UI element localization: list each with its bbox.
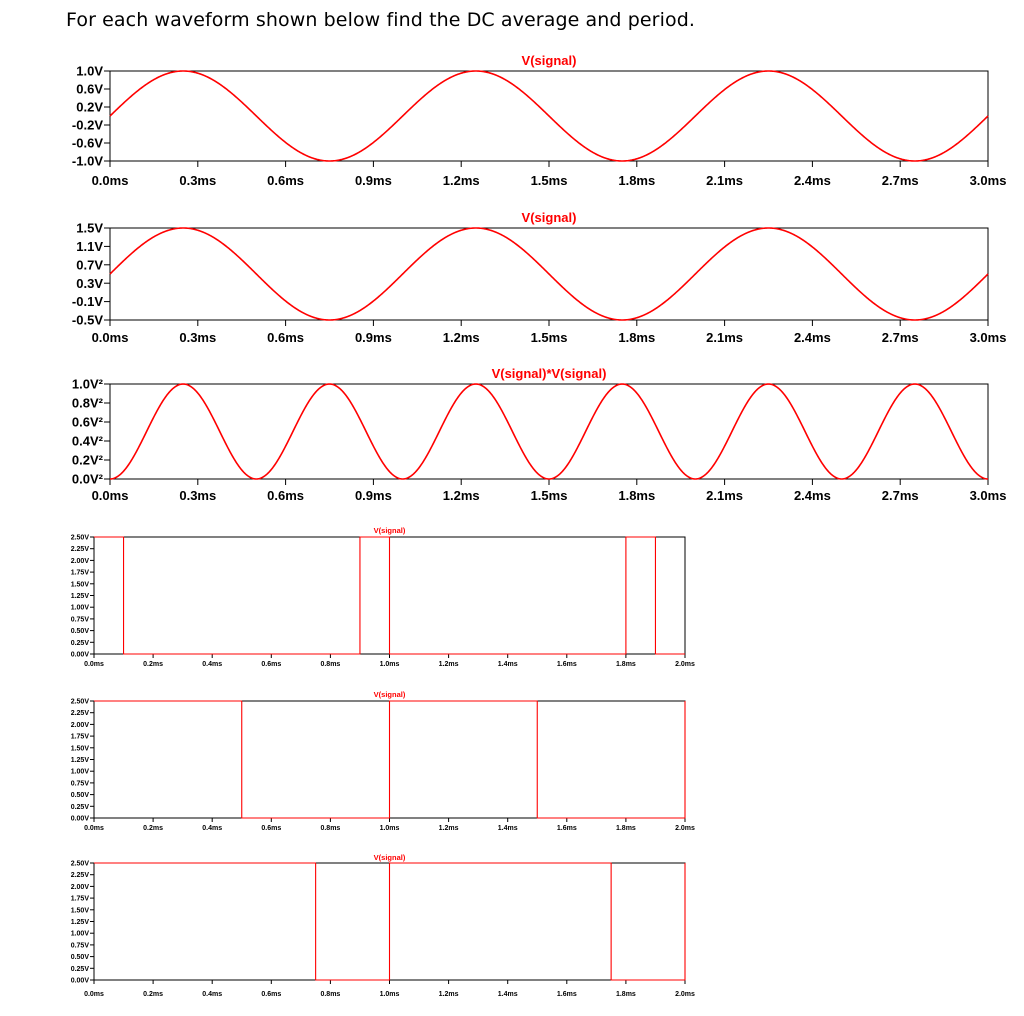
x-tick-label: 0.2ms [143, 661, 164, 668]
x-tick-label: 2.4ms [793, 488, 831, 503]
x-tick-label: 1.0ms [379, 991, 400, 998]
x-tick-label: 0.4ms [202, 661, 223, 668]
x-tick-label: 1.8ms [615, 825, 636, 832]
y-tick-label: 1.25V [70, 592, 89, 600]
y-tick-label: 1.00V [70, 604, 89, 612]
y-tick-label: 1.1V [76, 238, 103, 254]
x-tick-label: 0.8ms [320, 825, 341, 832]
x-tick-label: 3.0ms [969, 173, 1007, 188]
chart-3 [72, 366, 1007, 503]
series-trace [110, 228, 988, 320]
chart-5 [71, 690, 695, 832]
x-tick-label: 0.0ms [84, 991, 104, 998]
x-tick-label: 0.3ms [179, 488, 217, 503]
x-tick-label: 0.0ms [91, 330, 129, 345]
x-tick-label: 1.4ms [497, 661, 518, 668]
y-tick-label: 1.00V [70, 768, 89, 776]
x-tick-label: 0.3ms [179, 173, 217, 188]
x-tick-label: 0.6ms [267, 488, 305, 503]
y-tick-label: 2.50V [70, 860, 89, 868]
x-tick-label: 1.8ms [618, 173, 656, 188]
y-tick-label: -0.2V [71, 117, 103, 133]
x-tick-label: 2.4ms [793, 173, 831, 188]
y-tick-label: 1.50V [70, 581, 89, 589]
y-tick-label: 0.25V [70, 803, 89, 811]
y-tick-label: 1.5V [76, 220, 103, 236]
y-tick-label: 0.50V [70, 954, 89, 962]
y-tick-label: 0.2V [76, 99, 103, 115]
chart-title: V(signal) [373, 853, 406, 862]
chart-title: V(signal) [521, 53, 577, 68]
x-tick-label: 1.2ms [438, 661, 459, 668]
x-tick-label: 1.2ms [438, 991, 459, 998]
x-tick-label: 0.6ms [261, 661, 282, 668]
y-tick-label: 1.75V [70, 733, 89, 741]
x-tick-label: 0.8ms [320, 991, 341, 998]
x-tick-label: 2.1ms [706, 173, 744, 188]
x-tick-label: 1.6ms [556, 825, 577, 832]
x-tick-label: 0.0ms [84, 825, 104, 832]
x-tick-label: 1.2ms [438, 825, 459, 832]
y-tick-label: 0.00V [70, 815, 89, 823]
chart-title: V(signal) [373, 526, 406, 535]
x-tick-label: 0.8ms [320, 661, 341, 668]
x-tick-label: 0.9ms [354, 173, 392, 188]
x-tick-label: 0.2ms [143, 991, 164, 998]
x-tick-label: 1.2ms [442, 173, 480, 188]
chart-title: V(signal) [521, 210, 577, 225]
x-tick-label: 1.4ms [497, 991, 518, 998]
y-tick-label: 2.00V [70, 557, 89, 565]
y-tick-label: 1.50V [70, 745, 89, 753]
y-tick-label: 2.00V [70, 721, 89, 729]
y-tick-label: 1.0V² [71, 376, 103, 392]
y-tick-label: 0.2V² [71, 452, 103, 468]
y-tick-label: 1.00V [70, 930, 89, 938]
chart-4 [71, 526, 695, 668]
y-tick-label: 2.50V [70, 698, 89, 706]
x-tick-label: 0.0ms [91, 488, 129, 503]
plot-frame [110, 384, 988, 479]
x-tick-label: 1.6ms [556, 991, 577, 998]
x-tick-label: 0.6ms [267, 330, 305, 345]
x-tick-label: 2.7ms [881, 330, 919, 345]
y-tick-label: 0.75V [70, 942, 89, 950]
y-tick-label: 1.50V [70, 907, 89, 915]
x-tick-label: 3.0ms [969, 488, 1007, 503]
x-tick-label: 2.1ms [706, 330, 744, 345]
series-trace [94, 863, 685, 980]
x-tick-label: 1.0ms [379, 825, 400, 832]
y-tick-label: -0.5V [71, 312, 103, 328]
x-tick-label: 0.6ms [261, 991, 282, 998]
y-tick-label: 1.75V [70, 569, 89, 577]
y-tick-label: 1.75V [70, 895, 89, 903]
y-tick-label: 2.25V [70, 710, 89, 718]
y-tick-label: 0.25V [70, 965, 89, 973]
y-tick-label: 1.25V [70, 918, 89, 926]
series-trace [94, 537, 685, 654]
x-tick-label: 1.5ms [530, 173, 568, 188]
x-tick-label: 1.4ms [497, 825, 518, 832]
y-tick-label: 0.75V [70, 616, 89, 624]
x-tick-label: 0.2ms [143, 825, 164, 832]
question-text: For each waveform shown below find the DC average and period. [66, 9, 695, 31]
y-tick-label: -0.1V [71, 294, 103, 310]
x-tick-label: 1.5ms [530, 488, 568, 503]
x-tick-label: 0.0ms [91, 173, 129, 188]
x-tick-label: 3.0ms [969, 330, 1007, 345]
y-tick-label: 2.25V [70, 872, 89, 880]
series-trace [94, 701, 685, 818]
x-tick-label: 1.8ms [615, 991, 636, 998]
x-tick-label: 1.2ms [442, 488, 480, 503]
x-tick-label: 1.8ms [618, 488, 656, 503]
x-tick-label: 2.0ms [675, 825, 695, 832]
chart-2 [72, 210, 1007, 345]
y-tick-label: 2.25V [70, 546, 89, 554]
x-tick-label: 0.9ms [354, 330, 392, 345]
x-tick-label: 0.0ms [84, 661, 104, 668]
y-tick-label: 2.00V [70, 883, 89, 891]
x-tick-label: 1.6ms [556, 661, 577, 668]
y-tick-label: 1.25V [70, 756, 89, 764]
x-tick-label: 0.6ms [267, 173, 305, 188]
series-trace [110, 71, 988, 161]
chart-6 [71, 853, 695, 998]
x-tick-label: 2.1ms [706, 488, 744, 503]
x-tick-label: 1.0ms [379, 661, 400, 668]
y-tick-label: 0.6V² [71, 414, 103, 430]
x-tick-label: 2.0ms [675, 991, 695, 998]
y-tick-label: 0.75V [70, 780, 89, 788]
y-tick-label: 0.7V [76, 257, 103, 273]
x-tick-label: 1.2ms [442, 330, 480, 345]
y-tick-label: 0.3V [76, 275, 103, 291]
y-tick-label: 0.50V [70, 792, 89, 800]
y-tick-label: -0.6V [71, 135, 103, 151]
y-tick-label: 0.4V² [71, 433, 103, 449]
y-tick-label: 0.00V [70, 651, 89, 659]
y-tick-label: 0.50V [70, 628, 89, 636]
x-tick-label: 2.7ms [881, 488, 919, 503]
y-tick-label: 2.50V [70, 534, 89, 542]
y-tick-label: 1.0V [76, 63, 103, 79]
y-tick-label: -1.0V [71, 153, 103, 169]
chart-1 [72, 53, 1007, 188]
y-tick-label: 0.25V [70, 639, 89, 647]
y-tick-label: 0.0V² [71, 471, 103, 487]
x-tick-label: 2.7ms [881, 173, 919, 188]
x-tick-label: 0.6ms [261, 825, 282, 832]
y-tick-label: 0.00V [70, 977, 89, 985]
x-tick-label: 0.3ms [179, 330, 217, 345]
x-tick-label: 1.8ms [615, 661, 636, 668]
x-tick-label: 0.4ms [202, 991, 223, 998]
x-tick-label: 2.0ms [675, 661, 695, 668]
x-tick-label: 1.5ms [530, 330, 568, 345]
x-tick-label: 2.4ms [793, 330, 831, 345]
y-tick-label: 0.8V² [71, 395, 103, 411]
x-tick-label: 1.8ms [618, 330, 656, 345]
x-tick-label: 0.4ms [202, 825, 223, 832]
chart-title: V(signal)*V(signal) [491, 366, 607, 381]
x-tick-label: 0.9ms [354, 488, 392, 503]
chart-title: V(signal) [373, 690, 406, 699]
y-tick-label: 0.6V [76, 81, 103, 97]
series-trace [110, 384, 988, 479]
